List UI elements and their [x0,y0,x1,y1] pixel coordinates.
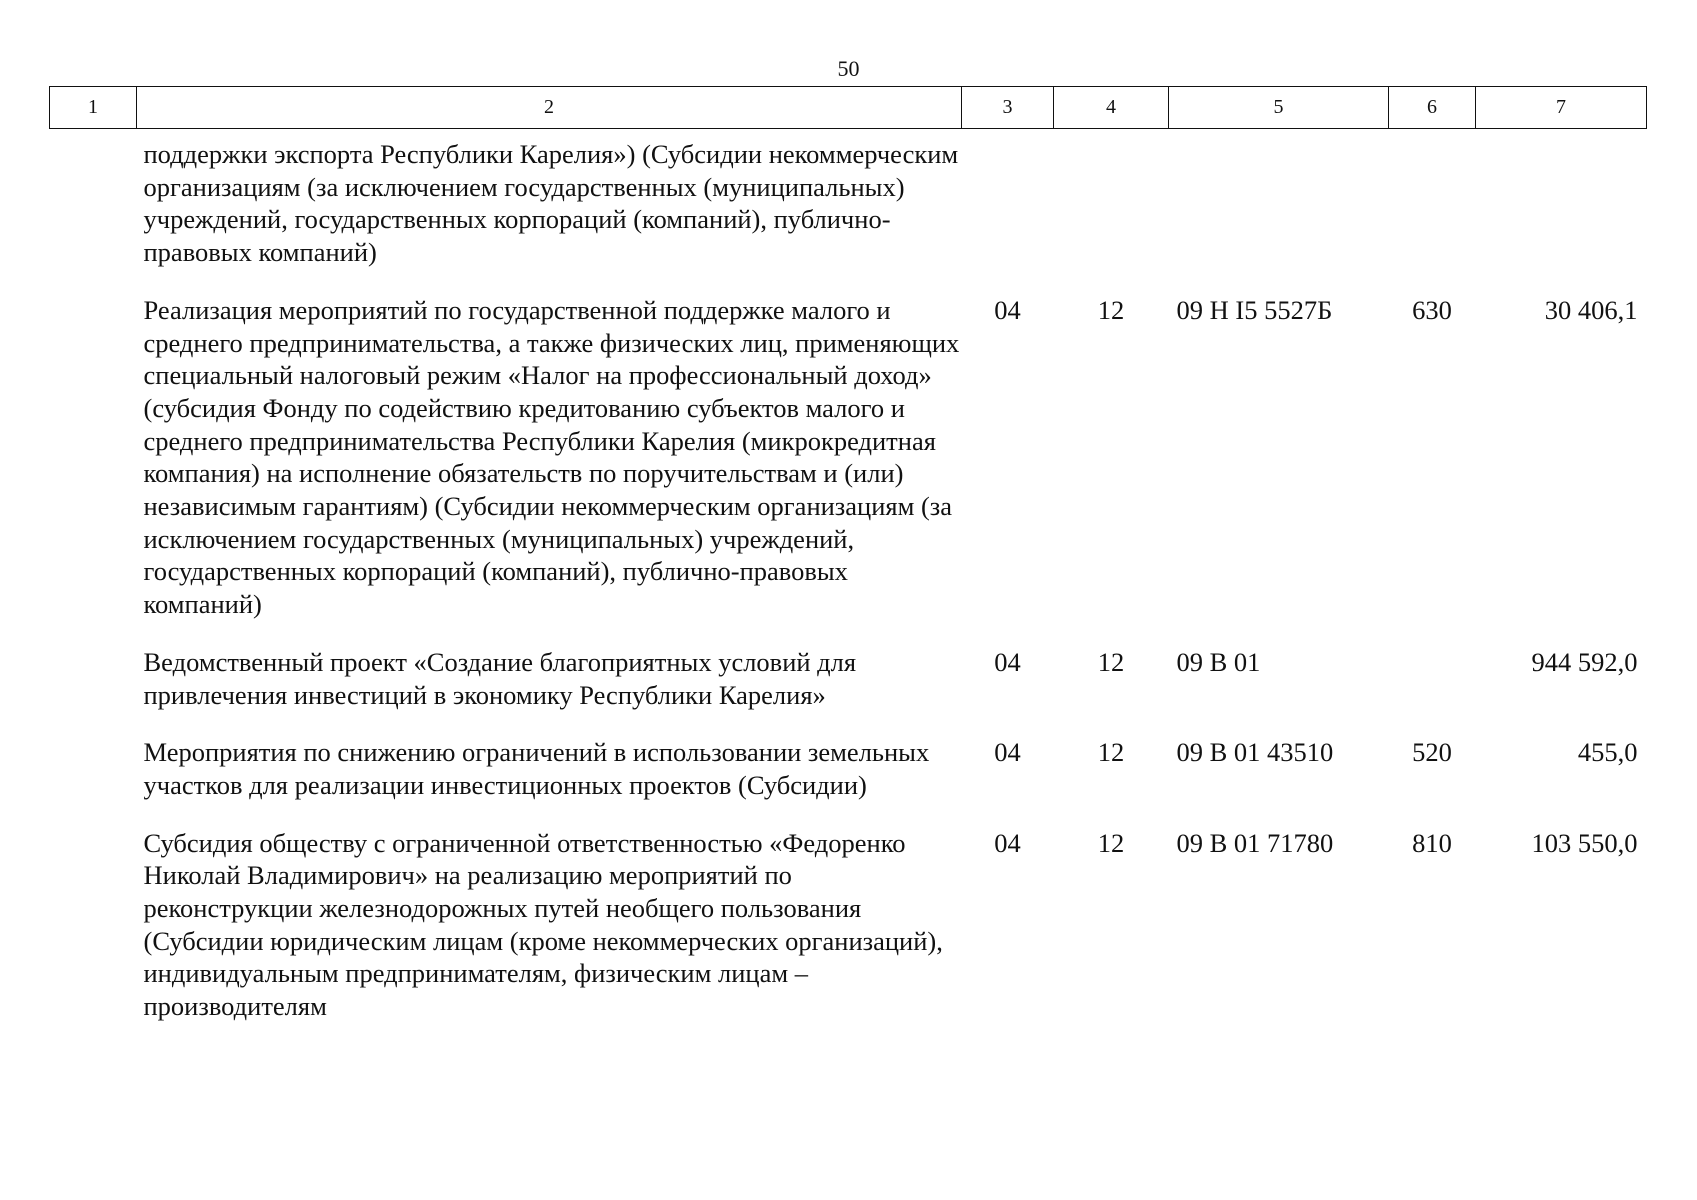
row-amount: 103 550,0 [1531,827,1638,858]
row-target-code: 09 В 01 43510 [1176,737,1334,768]
table-row [50,813,1647,1034]
row-section: 04 [994,737,1021,768]
row-subsection [1054,129,1169,280]
row-target-code [1169,129,1389,280]
row-expense-type: 810 [1412,827,1452,858]
row-target-code: 09 Н I5 5527Б [1176,294,1333,325]
header-col-6: 6 [1389,87,1476,129]
row-amount: 30 406,1 [1544,294,1638,325]
row-section: 04 [994,827,1021,858]
page-number: 50 [837,56,860,81]
row-section [962,129,1054,280]
table-row [50,722,1647,812]
table-row [50,632,1647,722]
table-row [50,129,1647,280]
budget-table [49,86,1647,1034]
row-section: 04 [994,646,1021,677]
row-subsection: 12 [1097,646,1125,677]
header-col-4: 4 [1054,87,1169,129]
header-col-7: 7 [1476,87,1647,129]
header-col-5: 5 [1169,87,1389,129]
row-amount: 455,0 [1577,737,1638,768]
header-row [50,87,1647,129]
row-description: Реализация мероприятий по государственной поддержке малого и среднего предпринимательства, а также физических лиц, применяющих специальный налоговый режим «Налог на профессиональный доход» (субсидия Фонду по содействию кредитованию субъектов малого и среднего предпринимательства Республики Карелия (микрокредитная компания) на исполнение обязательств по поручительствам и (или) независимым гарантиям) (Субсидии некоммерческим организациям (за исключением государственных (муниципальных) учреждений, государственных корпораций (компаний), публично-правовых компаний) [143,294,960,620]
row-expense-type: 520 [1412,737,1452,768]
row-amount [1476,129,1647,280]
header-col-1: 1 [50,87,137,129]
table-body [50,129,1647,1034]
row-expense-type: 630 [1412,294,1452,325]
row-target-code: 09 В 01 [1176,646,1261,677]
header-col-3: 3 [962,87,1054,129]
row-amount: 944 592,0 [1531,646,1638,677]
row-expense-type [1389,632,1476,722]
row-section: 04 [994,294,1021,325]
row-subsection: 12 [1097,737,1125,768]
row-subsection: 12 [1097,827,1125,858]
row-description: Ведомственный проект «Создание благоприятных условий для привлечения инвестиций в экономику Республики Карелия» [143,646,857,710]
table-header [50,87,1647,129]
row-description: Мероприятия по снижению ограничений в использовании земельных участков для реализации инвестиционных проектов (Субсидии) [143,737,930,800]
row-description: поддержки экспорта Республики Карелия») (Субсидии некоммерческим организациям (за исключением государственных (муниципальных) учреждений, государственных корпораций (компаний), публично-правовых компаний) [143,139,959,268]
row-target-code: 09 В 01 71780 [1176,827,1334,858]
header-col-2: 2 [137,87,962,129]
row-subsection: 12 [1097,294,1125,325]
table-row [50,280,1647,632]
row-expense-type [1389,129,1476,280]
row-description: Субсидия обществу с ограниченной ответственностью «Федоренко Николай Владимирович» на реализацию мероприятий по реконструкции железнодорожных путей необщего пользования (Субсидии юридическим лицам (кроме некоммерческих организаций), индивидуальным предпринимателям, физическим лицам – производителям [143,827,943,1022]
